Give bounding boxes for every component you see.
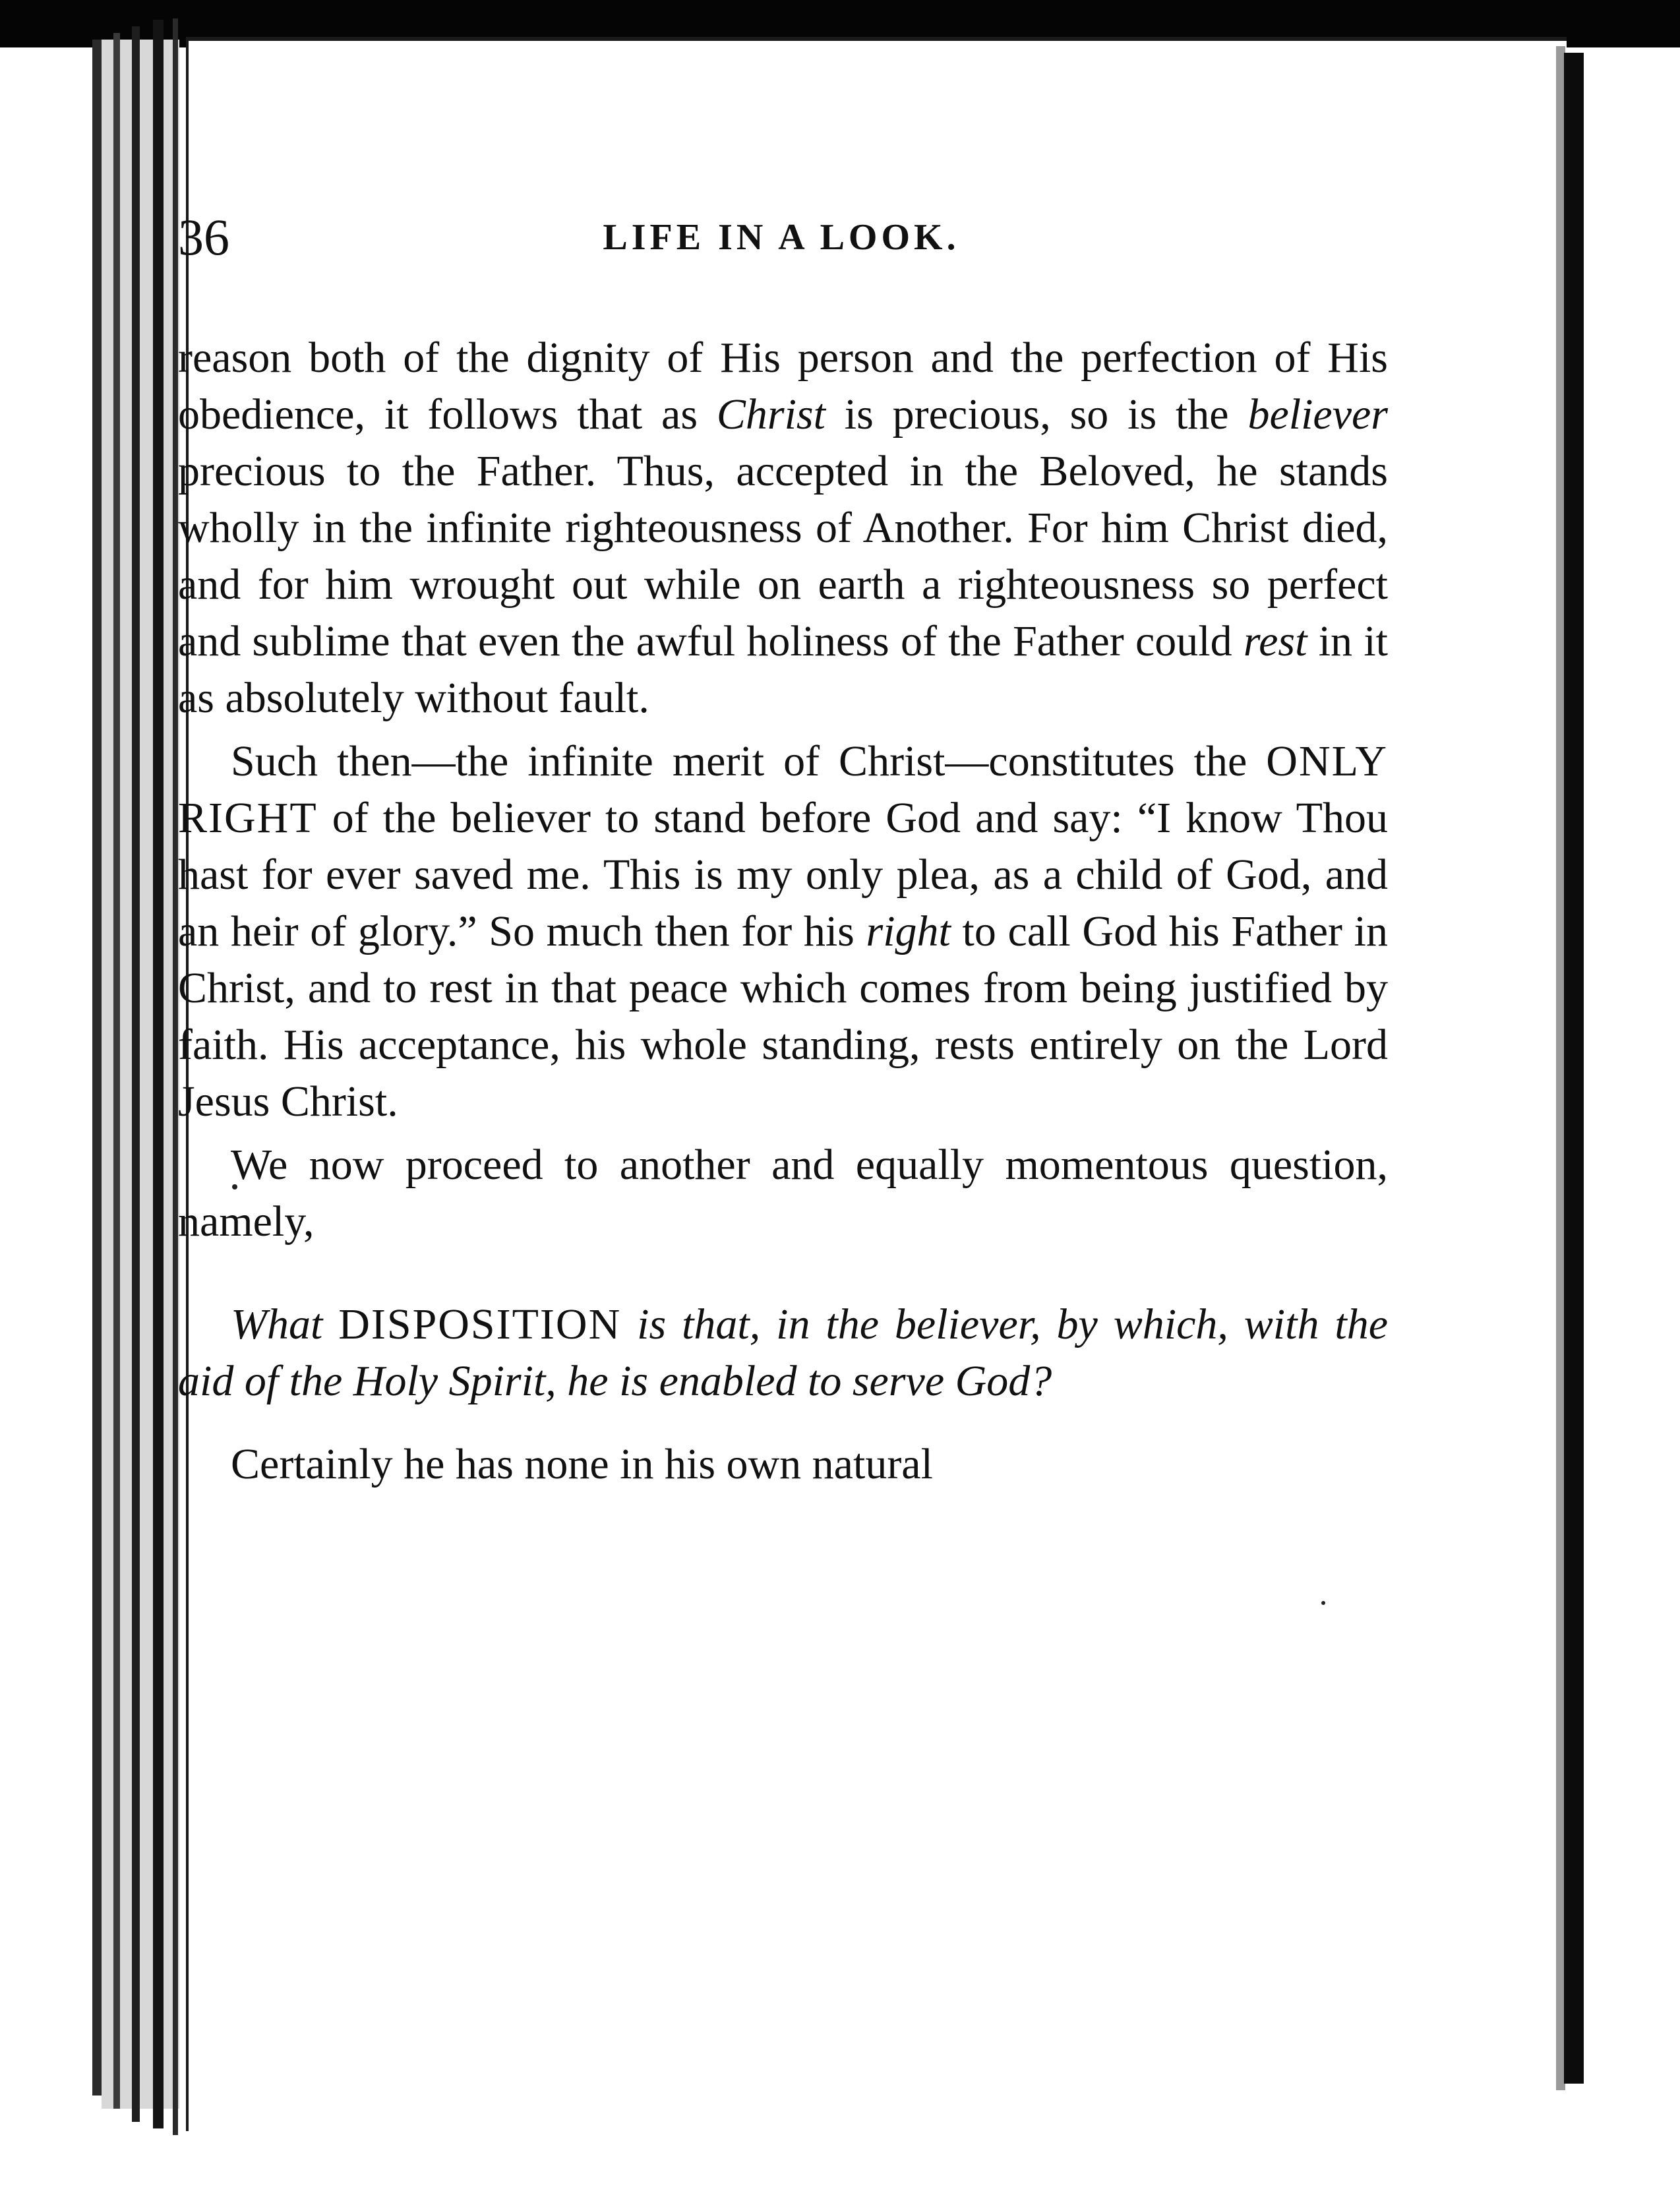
italic-run: right xyxy=(866,907,951,955)
next-page-edge xyxy=(1564,53,1584,2084)
italic-run: Christ xyxy=(716,390,825,438)
text-run: in it as absolutely without fault. xyxy=(178,617,1389,722)
page-edge xyxy=(113,33,120,2109)
body-text xyxy=(178,330,1388,1499)
paragraph: We now proceed to another and equally momentous question, namely, xyxy=(178,1141,1388,1246)
small-caps-run: DISPOSITION xyxy=(338,1300,622,1348)
italic-run: What xyxy=(231,1300,339,1348)
question-heading xyxy=(178,1296,1388,1410)
text-run: is precious, so is the xyxy=(825,390,1248,438)
italic-run: believer xyxy=(1247,390,1388,438)
paragraph xyxy=(178,733,1388,1130)
page-edge xyxy=(92,40,102,2095)
text-run: reason both of the dignity of His person and the perfection of His obedience, it follows that as xyxy=(178,334,1388,438)
speck xyxy=(1321,1601,1325,1605)
page-edge xyxy=(173,18,178,2135)
text-run: Such then—the infinite merit of Christ—constitutes the xyxy=(231,737,1267,785)
page-edge xyxy=(132,26,140,2122)
page-number: 36 xyxy=(178,208,229,266)
paragraph: Certainly he has none in his own natural xyxy=(231,1440,933,1488)
italic-run: rest xyxy=(1243,617,1307,665)
small-caps-run: ONLY RIGHT xyxy=(178,737,1388,842)
text-run: to call God his Father in Christ, and to rest in that peace which comes from being justified by faith. His acceptance, his whole standing, rests entirely on the Lord Jesus Christ. xyxy=(178,907,1389,1126)
text-run: of the believer to stand before God and say: “I know Thou hast for ever saved me. This is my only plea, as a child of God, and an heir of glory.” So much then for his xyxy=(178,794,1388,955)
running-title: LIFE IN A LOOK. xyxy=(603,217,960,258)
text-run: precious to the Father. Thus, accepted in the Beloved, he stands wholly in the infinite righteousness of Another. For him Christ died, and for him wrought out while on earth a righteousness so perfect and sublime that even the awful holiness of the Father could xyxy=(178,447,1388,665)
italic-run: is that, in the believer, by which, with the aid of the Holy Spirit, he is enabled to serve God? xyxy=(178,1300,1388,1405)
paragraph xyxy=(178,330,1388,727)
page-edge xyxy=(153,20,164,2128)
running-head xyxy=(178,198,1385,277)
